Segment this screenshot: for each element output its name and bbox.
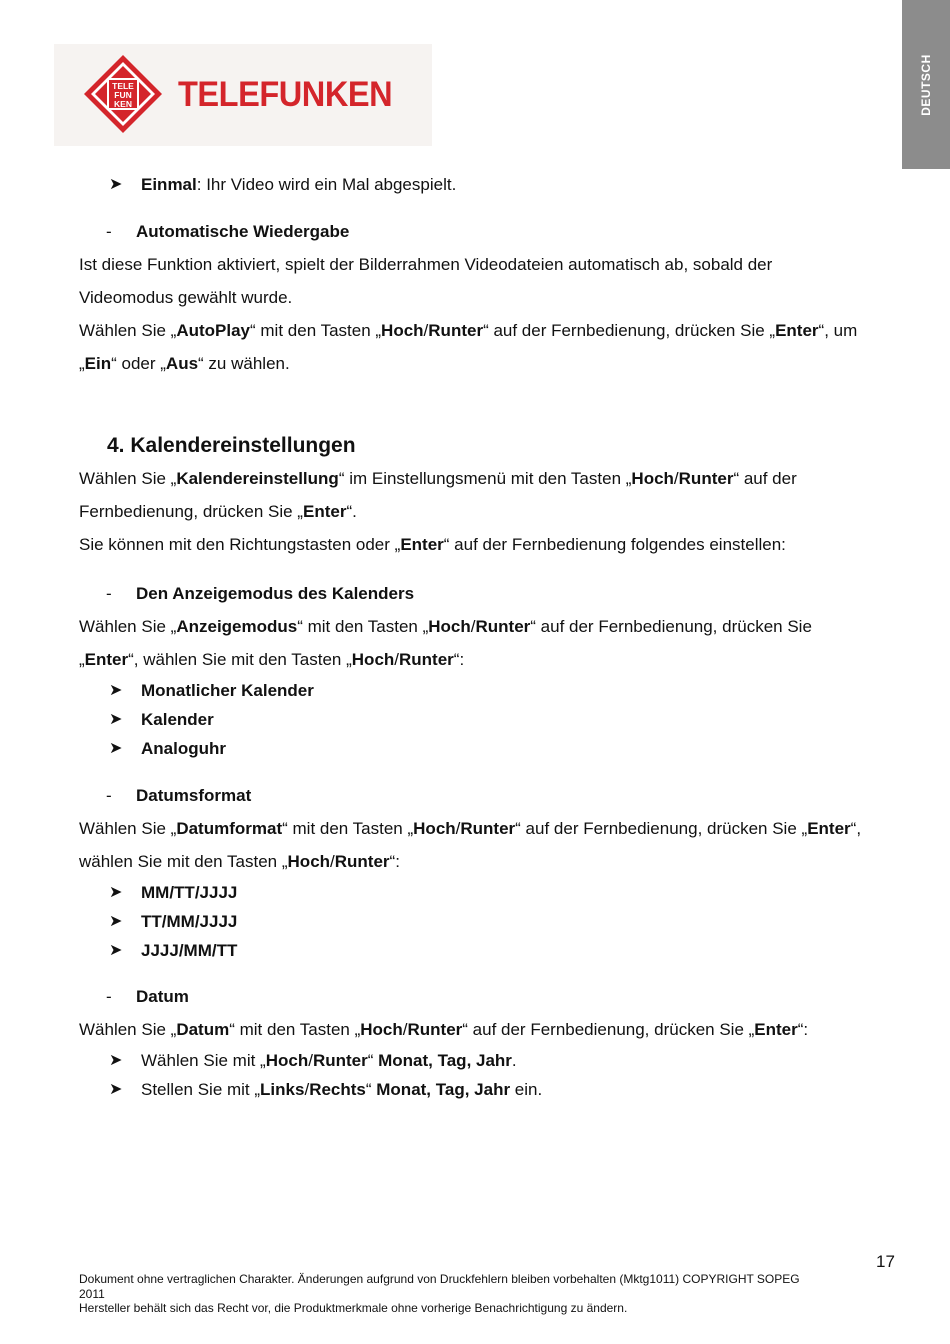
paragraph-line: Wählen Sie „Datum“ mit den Tasten „Hoch/Runter“ auf der Fernbedienung, drücken Sie „Enter“: <box>79 1020 809 1039</box>
paragraph-line: Sie können mit den Richtungstasten oder „Enter“ auf der Fernbedienung folgendes einstellen: <box>79 535 786 554</box>
emblem-line-1: TELE <box>112 81 134 91</box>
paragraph-line: „Ein“ oder „Aus“ zu wählen. <box>79 354 290 373</box>
arrow-bullet-icon: ➤ <box>109 884 123 901</box>
footer-line: 2011 <box>79 1286 105 1301</box>
emblem-line-3: KEN <box>114 99 132 109</box>
language-tab-label: DEUTSCH <box>919 53 934 116</box>
telefunken-emblem-icon <box>83 54 163 134</box>
paragraph-line: Wählen Sie „Kalendereinstellung“ im Einstellungsmenü mit den Tasten „Hoch/Runter“ auf der <box>79 469 797 488</box>
page-footer <box>79 1272 879 1316</box>
paragraph-line: wählen Sie mit den Tasten „Hoch/Runter“: <box>79 852 400 871</box>
paragraph-line: Fernbedienung, drücken Sie „Enter“. <box>79 502 357 521</box>
language-tab <box>902 0 950 169</box>
paragraph-line: „Enter“, wählen Sie mit den Tasten „Hoch/Runter“: <box>79 650 465 669</box>
paragraph-line: Ist diese Funktion aktiviert, spielt der Bilderrahmen Videodateien automatisch ab, sobald der <box>79 255 773 274</box>
emblem-line-2: FUN <box>114 90 132 100</box>
paragraph-line: Wählen Sie „AutoPlay“ mit den Tasten „Hoch/Runter“ auf der Fernbedienung, drücken Sie „Enter“, um <box>79 321 858 340</box>
subsection-heading: - Datum <box>106 987 189 1006</box>
arrow-bullet-icon: ➤ <box>109 682 123 699</box>
subsection-heading: - Datumsformat <box>106 786 252 805</box>
arrow-bullet-icon: ➤ <box>109 913 123 930</box>
arrow-bullet-icon: ➤ <box>109 1081 123 1098</box>
paragraph-line: Wählen Sie „Datumformat“ mit den Tasten „Hoch/Runter“ auf der Fernbedienung, drücken Sie „Enter“, <box>79 819 862 838</box>
subsection-heading: - Den Anzeigemodus des Kalenders <box>106 584 415 603</box>
page-number: 17 <box>876 1252 895 1271</box>
footer-line: Hersteller behält sich das Recht vor, die Produktmerkmale ohne vorherige Benachrichtigung zu ändern. <box>79 1301 628 1315</box>
arrow-bullet-icon: ➤ <box>109 740 123 757</box>
paragraph-line: Wählen Sie „Anzeigemodus“ mit den Tasten „Hoch/Runter“ auf der Fernbedienung, drücken Sie <box>79 617 812 636</box>
section-title: 4. Kalendereinstellungen <box>107 434 356 457</box>
arrow-bullet-icon: ➤ <box>109 711 123 728</box>
brand-logo <box>54 44 432 146</box>
footer-line: Dokument ohne vertraglichen Charakter. Änderungen aufgrund von Druckfehlern bleiben vorbehalten (Mktg1011) COPYRIGHT SOPEG <box>79 1272 800 1286</box>
arrow-bullet-icon: ➤ <box>109 176 123 193</box>
arrow-bullet-icon: ➤ <box>109 1052 123 1069</box>
paragraph-line: Videomodus gewählt wurde. <box>79 288 293 307</box>
subsection-heading: - Automatische Wiedergabe <box>106 222 350 241</box>
brand-wordmark: TELEFUNKEN <box>178 75 393 114</box>
arrow-bullet-icon: ➤ <box>109 942 123 959</box>
